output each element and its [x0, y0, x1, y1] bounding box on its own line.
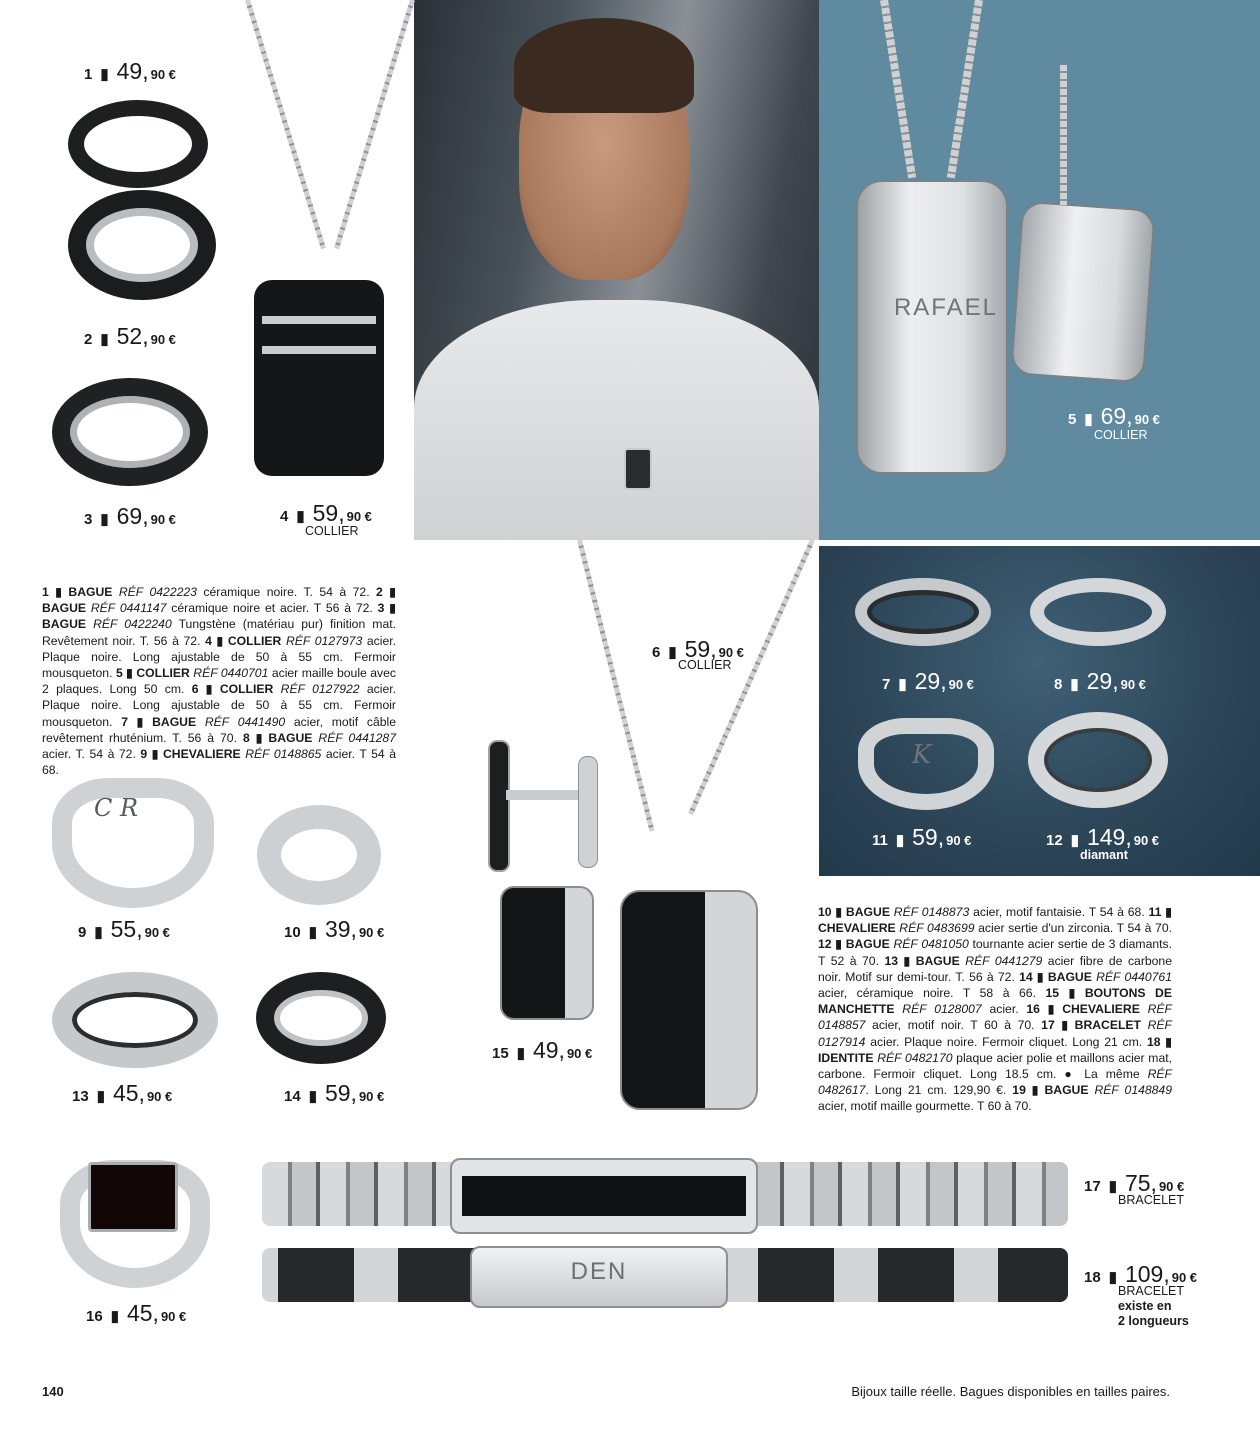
price-5: 5 ▮ 69, 90 €: [1068, 403, 1160, 429]
description-left: 1 ▮ BAGUE RÉF 0422223 céramique noire. T. 54 à 72. 2 ▮ BAGUE RÉF 0441147 céramique noire et acier. T 56 à 72. 3 ▮ BAGUE RÉF 0422240 Tungstène (matériau pur) finition mat. Revêtement noir. T. 56 à 72. 4 ▮ COLLIER RÉF 0127973 acier. Plaque noire. Long ajustable de 50 à 55 cm. Fermoir mousqueton. 5 ▮ COLLIER RÉF 0440701 acier maille boule avec 2 plaques. Long 50 cm. 6 ▮ COLLIER RÉF 0127922 acier. Plaque noire. Long ajustable de 50 à 55 cm. Fermoir mousqueton. 7 ▮ BAGUE RÉF 0441490 acier, motif câble revêtement rhuténium. T. 56 à 70. 8 ▮ BAGUE RÉF 0441287 acier. T. 54 à 72. 9 ▮ CHEVALIERE RÉF 0148865 acier. T 54 à 68.: [42, 585, 397, 778]
bracelet-18-engraving: DEN: [570, 1258, 628, 1285]
ring-10-image: [257, 805, 381, 905]
label-4: COLLIER: [305, 524, 359, 538]
model-hair: [514, 18, 694, 113]
necklace-4-pendant: [254, 280, 384, 476]
bracelet-18-image: [262, 1248, 1068, 1302]
ring-16-stone: [88, 1162, 178, 1232]
note-18-line1: existe en: [1118, 1299, 1172, 1313]
ring-2-image: [68, 190, 216, 300]
cufflink-front-image: [500, 886, 594, 1020]
ring-13-image: [52, 972, 218, 1068]
ring-11-engraving: K: [912, 740, 932, 770]
necklace-4-chain-right: [334, 0, 415, 249]
price-1: 1 ▮ 49, 90 €: [84, 58, 176, 84]
ring-7-image: [855, 578, 991, 646]
note-18-line2: 2 longueurs: [1118, 1314, 1189, 1328]
label-5: COLLIER: [1094, 428, 1148, 442]
dogtag-large: [856, 180, 1008, 474]
necklace-6-pendant: [620, 890, 758, 1110]
ring-14-image: [256, 972, 386, 1064]
price-9: 9 ▮ 55, 90 €: [78, 916, 170, 942]
model-photo: [414, 0, 819, 540]
description-right: 10 ▮ BAGUE RÉF 0148873 acier, motif fantaisie. T 54 à 68. 11 ▮ CHEVALIERE RÉF 0483699 acier sertie d'un zirconia. T 54 à 70. 12 ▮ BAGUE RÉF 0481050 tournante acier sertie de 3 diamants. T 52 à 70. 13 ▮ BAGUE RÉF 0441279 acier fibre de carbone noir. Motif sur demi-tour. T. 56 à 72. 14 ▮ BAGUE RÉF 0440761 acier, céramique noire. T 58 à 66. 15 ▮ BOUTONS DE MANCHETTE RÉF 0128007 acier. 16 ▮ CHEVALIERE RÉF 0148857 acier, motif noir. T 60 à 70. 17 ▮ BRACELET RÉF 0127914 acier. Plaque noire. Fermoir cliquet. Long 21 cm. 18 ▮ IDENTITE RÉF 0482170 plaque acier polie et maillons acier mat, carbone. Fermoir cliquet. Long 18.5 cm. ● La même RÉF 0482617. Long 21 cm. 129,90 €. 19 ▮ BAGUE RÉF 0148849 acier, motif maille gourmette. T 60 à 70.: [818, 905, 1172, 1114]
necklace-6-chain-right: [688, 539, 815, 815]
price-10: 10 ▮ 39, 90 €: [284, 916, 385, 942]
price-11: 11 ▮ 59, 90 €: [872, 824, 972, 850]
price-12: 12 ▮ 149, 90 €: [1046, 824, 1160, 850]
ring-8-image: [1030, 578, 1166, 646]
model-tshirt: [414, 300, 819, 540]
label-12: diamant: [1080, 848, 1128, 862]
footer-note: Bijoux taille réelle. Bagues disponibles en tailles paires.: [851, 1384, 1170, 1399]
dogtag-large-engraving: RAFAEL: [893, 294, 999, 321]
price-8: 8 ▮ 29, 90 €: [1054, 668, 1146, 694]
price-7: 7 ▮ 29, 90 €: [882, 668, 974, 694]
model-pendant: [624, 448, 652, 490]
dogtag-small: [1010, 201, 1156, 384]
ring-1-image: [68, 100, 208, 188]
page-number: 140: [42, 1384, 64, 1399]
price-2: 2 ▮ 52, 90 €: [84, 323, 176, 349]
price-18: 18 ▮ 109, 90 €: [1084, 1261, 1198, 1287]
price-4: 4 ▮ 59, 90 €: [280, 500, 372, 526]
necklace-4-chain-left: [245, 0, 326, 249]
label-6: COLLIER: [678, 658, 732, 672]
label-17: BRACELET: [1118, 1193, 1184, 1207]
price-14: 14 ▮ 59, 90 €: [284, 1080, 385, 1106]
cufflink-side-image: [488, 740, 603, 870]
price-17: 17 ▮ 75, 90 €: [1084, 1170, 1185, 1196]
price-16: 16 ▮ 45, 90 €: [86, 1300, 187, 1326]
price-6: 6 ▮ 59, 90 €: [652, 636, 744, 662]
ring-3-image: [52, 378, 208, 486]
ring-12-image: [1028, 712, 1168, 808]
price-3: 3 ▮ 69, 90 €: [84, 503, 176, 529]
label-18: BRACELET: [1118, 1284, 1184, 1298]
bracelet-17-plate: [450, 1158, 758, 1234]
price-15: 15 ▮ 49, 90 €: [492, 1037, 593, 1063]
price-13: 13 ▮ 45, 90 €: [72, 1080, 173, 1106]
dogtag-small-chain: [1060, 65, 1067, 205]
ring-9-engraving: C R: [94, 794, 139, 822]
bracelet-17-image: [262, 1162, 1068, 1226]
